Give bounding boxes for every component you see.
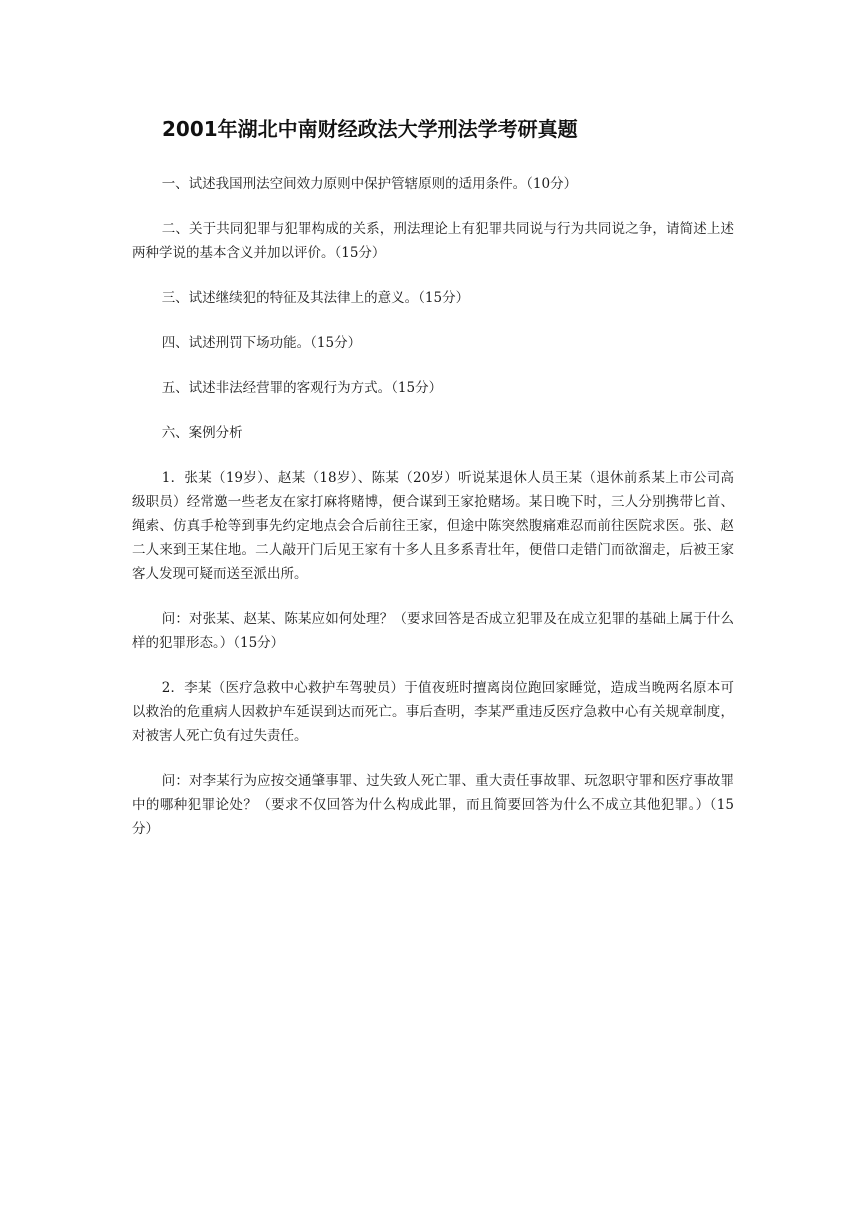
question-6-heading: 六、案例分析 bbox=[161, 425, 243, 441]
question-1: 一、试述我国刑法空间效力原则中保护管辖原则的适用条件。（10分） bbox=[161, 176, 578, 192]
question-3: 三、试述继续犯的特征及其法律上的意义。（15分） bbox=[161, 290, 470, 306]
question-5: 五、试述非法经营罪的客观行为方式。（15分） bbox=[161, 380, 443, 396]
page-title: 2001年湖北中南财经政法大学刑法学考研真题 bbox=[162, 117, 578, 141]
case-2-facts: 2．李某（医疗急救中心救护车驾驶员）于值夜班时擅离岗位跑回家睡觉，造成当晚两名原本可以救治的危重病人因救护车延误到达而死亡。事后查明，李某严重违反医疗急救中心有关规章制度，对被害人死亡负有过失责任。 bbox=[132, 680, 734, 744]
question-2: 二、关于共同犯罪与犯罪构成的关系，刑法理论上有犯罪共同说与行为共同说之争，请简述上述两种学说的基本含义并加以评价。（15分） bbox=[132, 221, 734, 261]
case-1-facts: 1．张某（19岁）、赵某（18岁）、陈某（20岁）听说某退休人员王某（退休前系某上市公司高级职员）经常邀一些老友在家打麻将赌博，便合谋到王家抢赌场。某日晚下时，三人分别携带匕首、绳索、仿真手枪等到事先约定地点会合后前往王家，但途中陈突然腹痛难忍而前往医院求医。张、赵二人来到王某住地。二人敲开门后见王家有十多人且多系青壮年，便借口走错门而欲溜走，后被王家客人发现可疑而送至派出所。 bbox=[132, 470, 734, 582]
case-2-question: 问：对李某行为应按交通肇事罪、过失致人死亡罪、重大责任事故罪、玩忽职守罪和医疗事故罪中的哪种犯罪论处？（要求不仅回答为什么构成此罪，而且简要回答为什么不成立其他犯罪。）（15分） bbox=[132, 773, 734, 837]
document-body bbox=[132, 172, 734, 862]
question-4: 四、试述刑罚下场功能。（15分） bbox=[161, 335, 362, 351]
case-1-question: 问：对张某、赵某、陈某应如何处理？（要求回答是否成立犯罪及在成立犯罪的基础上属于什么样的犯罪形态。）（15分） bbox=[132, 611, 734, 651]
